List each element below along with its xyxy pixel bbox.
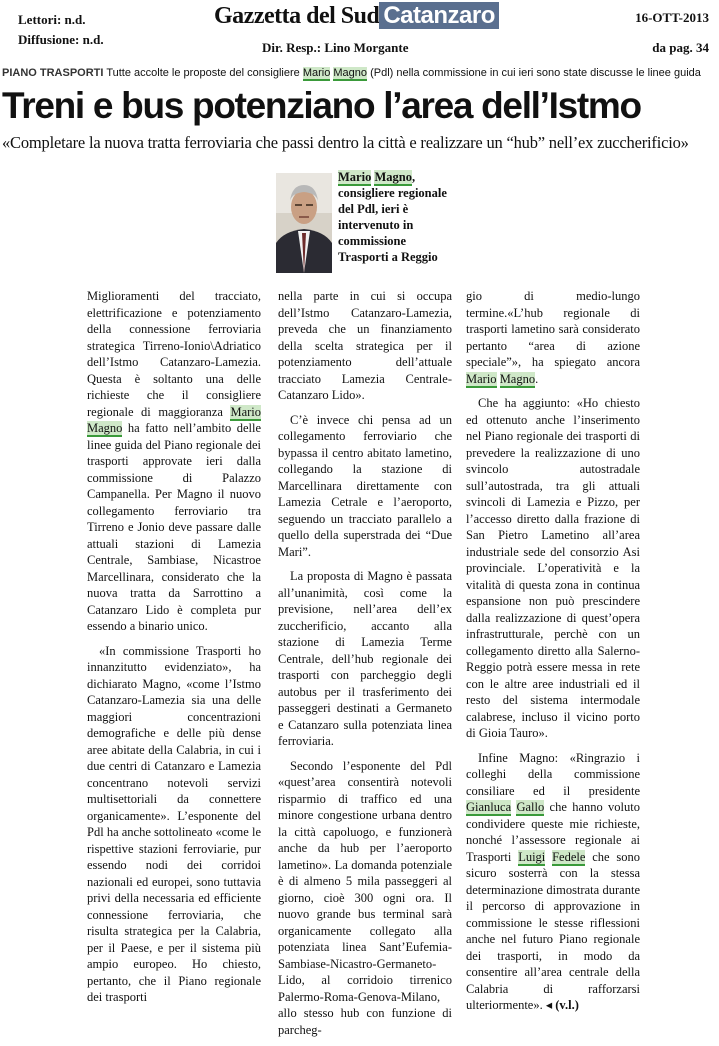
col1-p1-text-b: ha fatto nell’ambito delle linee guida del Piano regionale dei trasporti approvate ieri dalla commissione di Palazzo Campanella. Per Magno il nuovo collegamento ferroviario tra Tirreno e Jonio deve passare dalle attuali stazioni di Lamezia Centrale, Sambiase, Nicastroe Marcellinara, considerato che la nuova tratta da Sarrottino a Catanzaro Lido è completa pur essendo a binario unico. (87, 421, 262, 633)
article-column-1 (87, 288, 261, 1014)
col2-paragraph-2: C’è invece chi pensa ad un collegamento ferroviario che bypassa il centro abitato lametino, collegando la stazione di Marcellinara direttamente con Lamezia Cetrale e l’aeroporto, seguendo un tracciato parallelo a quello della superstrada dei “Due Mari”. (278, 412, 452, 559)
col3-name-fedele: Fedele (552, 849, 586, 864)
kicker-name-2: Magno (333, 67, 368, 79)
col3-name-gianluca: Gianluca (466, 800, 512, 814)
portrait-photo (276, 173, 332, 273)
col2-paragraph-4: Secondo l’esponente del Pdl «quest’area consentirà notevoli risparmio di traffico ed una minore congestione urbana dentro la città capoluogo, e funzionerà anche da hub per l’aeroporto lametino». La domanda potenziale è di almeno 5 mila passeggeri al giorno, cioè 300 ogni ora. Il nuovo grande bus terminal sarà organicamente collegato alla potenziata linea Sant’Eufemia-Sambiase-Nicastro-Germaneto-Lido, al corridoio tirrenico Palermo-Roma-Genova-Milano, allo stesso hub con funzione di parcheg- (278, 758, 452, 1037)
lettori-label: Lettori: n.d. (18, 12, 86, 27)
page-ref: da pag. 34 (652, 40, 709, 55)
col3-p3-text-c: che sono sicuro sosterrà con la stessa determinazione dimostrata durante il percorso di approvazione in commissione le stesse riflessioni anche nel futuro Piano regionale dei trasporti, in modo da consentire all’area centrale della Calabria di rafforzarsi ulteriormente». (466, 849, 641, 1012)
header-meta (18, 10, 104, 50)
caption-name-2: Magno (374, 170, 412, 184)
caption-text: , consigliere regionale del Pdl, ieri è intervenuto in commissione Trasporti a Reggio (338, 170, 447, 264)
article-column-3 (466, 288, 640, 1022)
masthead (214, 2, 499, 30)
caption-name-1: Mario (338, 170, 372, 184)
col1-name-1: Mario (230, 404, 262, 419)
kicker-name-1: Mario (302, 67, 331, 79)
kicker-text-b: (Pdl) nella commissione in cui ieri sono state discusse le linee guida (370, 67, 701, 79)
edition-badge: Catanzaro (379, 2, 499, 29)
masthead-title: Gazzetta del Sud (214, 3, 380, 29)
col3-paragraph-1 (466, 288, 640, 387)
col1-p1-text-a: Miglioramenti del tracciato, elettrificazione e potenziamento della connessione ferroviaria strategica Tirreno-Ionio\Adriatico dell’Istmo Catanzaro-Lamezia. Questa è soltanto una delle richieste che il consigliere regionale di maggioranza (87, 289, 261, 419)
photo-caption (338, 169, 458, 265)
col3-p3-text-b: che hanno voluto condividere queste mie richieste, nonché l’assessore regionale ai Trasporti (466, 800, 640, 864)
kicker-text-a: Tutte accolte le proposte del consigliere (106, 67, 300, 79)
subheadline: «Completare la nuova tratta ferroviaria che passi dentro la città e realizzare un “hub” nell’ex zuccherificio» (2, 133, 689, 152)
col3-name-1: Mario (466, 371, 497, 386)
kicker-label: PIANO TRASPORTI (2, 67, 104, 79)
date: 16-OTT-2013 (635, 10, 709, 25)
kicker (2, 67, 701, 79)
col3-paragraph-2: Che ha aggiunto: «Ho chiesto ed ottenuto anche l’inserimento nel Piano regionale dei trasporti di prevedere la realizzazione di uno svincolo autostradale sull’autostrada, tra gli attuali svincoli di Lamezia e Pizzo, per l’accesso diretto dalla frazione di San Pietro Lametino all’area industriale sede del consorzio Asi provinciale. L’operatività e la vitalità di questa zona in continua espansione non può prescindere dalla realizzazione di quest’opera infrastrutturale, perchè con un collegamento diretto alla Salerno-Reggio potrà essere messa in rete con le altre aree industriali ed il resto del sistema intermodale calabrese, incluso il vicino porto di Gioia Tauro». (466, 396, 640, 740)
signature: (v.l.) (555, 998, 579, 1012)
col3-p1-text-a: gio di medio-lungo termine.«L’hub regionale di trasporti lametino sarà considerato pertanto “area di azione speciale”», ha spiegato ancora (466, 289, 640, 369)
col3-p3-text-a: Infine Magno: «Ringrazio i colleghi della commissione consiliare ed il presidente (466, 750, 640, 798)
col1-paragraph-2: «In commissione Trasporti ho innanzitutto evidenziato», ha dichiarato Magno, «come l’Istmo Catanzaro-Lamezia sia una delle maggiori concentrazioni demografiche e delle più dense aree abitate della Calabria, in cui i due centri di Catanzaro e Lamezia concentrano notevoli servizi multisettoriali da connettere organicamente». L’esponente del Pdl ha anche sottolineato «come le rispettive stazioni ferroviarie, pur essendo nodi dei corridoi nazionali ed europei, sono tuttavia privi della necessaria ed efficiente connessione ferroviaria, che risulta strategica per la Calabria, per il Paese, e per il sistema più ampio europeo. Ho chiesto, pertanto, che il Piano regionale dei trasporti (87, 643, 261, 1004)
col2-paragraph-1: nella parte in cui si occupa dell’Istmo Catanzaro-Lamezia, preveda che un finanziamento della scelta strategica per il potenziamento dell’attuale tracciato Lamezia Centrale-Catanzaro Lido». (278, 289, 452, 402)
headline: Treni e bus potenziano l’area dell’Istmo (2, 85, 641, 126)
col1-name-2: Magno (87, 421, 123, 435)
director: Dir. Resp.: Lino Morgante (262, 40, 409, 55)
col3-name-gallo: Gallo (516, 800, 545, 814)
article-column-2 (278, 288, 452, 1046)
col3-paragraph-3 (466, 750, 640, 1014)
col3-name-luigi: Luigi (518, 849, 546, 864)
col3-p1-text-b: . (535, 371, 539, 386)
col3-name-2: Magno (499, 371, 536, 386)
end-mark-icon: ◂ (545, 998, 553, 1012)
diffusione-label: Diffusione: n.d. (18, 32, 104, 47)
col2-paragraph-3: La proposta di Magno è passata all’unanimità, così come la previsione, nell’area dell’ex zuccherificio, accanto alla stazione di Lamezia Terme Centrale, dell’hub regionale dei trasporti con parcheggio degli autobus per il trasferimento dei passeggeri destinati a Germaneto e Catanzaro sulla potenziata linea ferroviaria. (278, 569, 452, 748)
col1-paragraph-1 (87, 288, 261, 635)
